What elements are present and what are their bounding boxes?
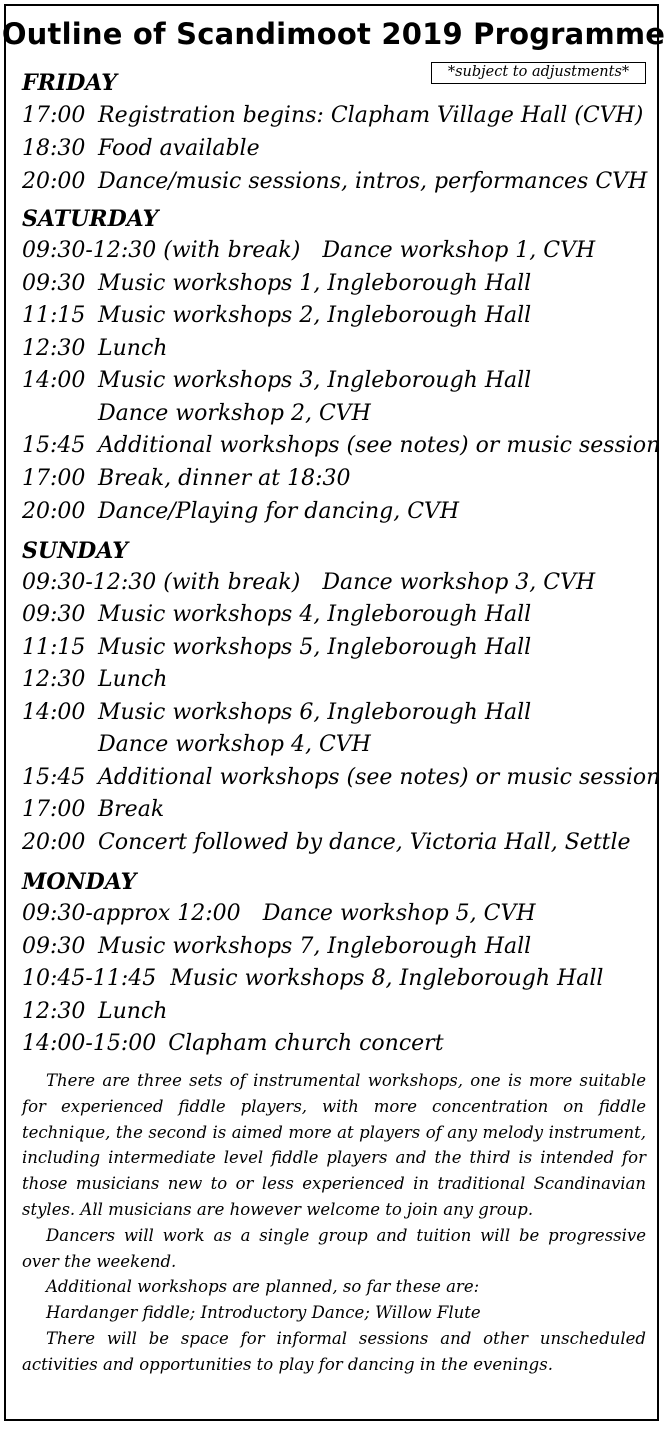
row-text: Registration begins: Clapham Village Hall (CVH): [98, 103, 644, 128]
row-time: 20:00: [22, 169, 86, 194]
schedule-row: [22, 827, 652, 859]
day-heading-sunday: SUNDAY: [22, 538, 128, 564]
row-text: Break, dinner at 18:30: [98, 466, 351, 491]
schedule-row: [22, 365, 652, 397]
row-text: Lunch: [98, 336, 168, 361]
row-time: 09:30-approx 12:00: [22, 901, 241, 926]
row-text: Dance workshop 2, CVH: [98, 401, 371, 426]
note-paragraph: There will be space for informal sessions and other unscheduled activities and opportunities to play for dancing in the evenings.: [22, 1328, 646, 1374]
row-time: 09:30: [22, 602, 86, 627]
row-text: Lunch: [98, 999, 168, 1024]
row-text: Music workshops 1, Ingleborough Hall: [98, 271, 532, 296]
row-text: Additional workshops (see notes) or music session: [98, 433, 661, 458]
day-heading-monday: MONDAY: [22, 869, 137, 895]
row-text: Music workshops 4, Ingleborough Hall: [98, 602, 532, 627]
schedule-row: [22, 430, 661, 462]
row-text: Dance workshop 1, CVH: [322, 238, 596, 263]
row-text: Dance/music sessions, intros, performances CVH: [98, 169, 648, 194]
row-time: 14:00: [22, 368, 86, 393]
row-text: Lunch: [98, 667, 168, 692]
row-text: Break: [98, 797, 165, 822]
row-text: Additional workshops (see notes) or music session: [98, 765, 661, 790]
schedule-row: [22, 697, 652, 729]
note-paragraph: Dancers will work as a single group and tuition will be progressive over the weekend.: [22, 1225, 646, 1271]
row-time: 09:30-12:30 (with break): [22, 570, 301, 595]
adjustments-notice: *subject to adjustments*: [431, 62, 646, 84]
schedule-row: [22, 333, 652, 365]
page-title: Outline of Scandimoot 2019 Programme: [1, 17, 666, 51]
row-time: 18:30: [22, 136, 86, 161]
row-text: Concert followed by dance, Victoria Hall, Settle: [98, 830, 631, 855]
schedule-row: [22, 463, 652, 495]
schedule-row: [22, 963, 652, 995]
note-paragraph: There are three sets of instrumental workshops, one is more suitable for experienced fiddle players, with more concentration on fiddle technique, the second is aimed more at players of any melody instrument, including intermediate level fiddle players and the third is intended for those musicians new to or less experienced in traditional Scandinavian styles. All musicians are however welcome to join any group.: [22, 1071, 646, 1219]
note-paragraph: Additional workshops are planned, so far these are:: [46, 1277, 480, 1297]
schedule-row: [22, 100, 652, 132]
row-text: Music workshops 5, Ingleborough Hall: [98, 635, 532, 660]
row-text: Music workshops 6, Ingleborough Hall: [98, 700, 532, 725]
row-time: 12:30: [22, 336, 86, 361]
row-time: 11:15: [22, 635, 86, 660]
schedule-row: [22, 632, 652, 664]
row-text: Clapham church concert: [168, 1031, 444, 1056]
schedule-row: [22, 166, 652, 198]
day-heading-saturday: SATURDAY: [22, 206, 159, 232]
row-time: 20:00: [22, 499, 86, 524]
row-text: Music workshops 7, Ingleborough Hall: [98, 934, 532, 959]
row-time: 09:30: [22, 271, 86, 296]
row-time: 09:30: [22, 934, 86, 959]
row-time: 14:00-15:00: [22, 1031, 157, 1056]
schedule-row: [22, 496, 652, 528]
row-text: Food available: [98, 136, 260, 161]
day-heading-friday: FRIDAY: [22, 70, 117, 96]
row-text: Dance workshop 3, CVH: [322, 570, 596, 595]
row-text: Dance workshop 4, CVH: [98, 732, 371, 757]
schedule-row: [22, 996, 652, 1028]
note-paragraph: Hardanger fiddle; Introductory Dance; Willow Flute: [46, 1303, 481, 1323]
row-text: Music workshops 8, Ingleborough Hall: [170, 966, 604, 991]
schedule-row: [22, 898, 652, 930]
programme-notes: [22, 1068, 646, 1378]
row-text: Dance workshop 5, CVH: [262, 901, 536, 926]
row-time: 11:15: [22, 303, 86, 328]
schedule-row: [22, 931, 652, 963]
row-time: 20:00: [22, 830, 86, 855]
row-time: 14:00: [22, 700, 86, 725]
row-time: 17:00: [22, 466, 86, 491]
schedule-row: [22, 1028, 652, 1060]
schedule-row: [22, 794, 652, 826]
row-time: 09:30-12:30 (with break): [22, 238, 301, 263]
row-text: Dance/Playing for dancing, CVH: [98, 499, 460, 524]
schedule-row: [22, 398, 652, 430]
row-time: 12:30: [22, 667, 86, 692]
row-time: 15:45: [22, 765, 86, 790]
row-time: 17:00: [22, 797, 86, 822]
schedule-row: [22, 599, 652, 631]
schedule-row: [22, 300, 652, 332]
schedule-row: [22, 567, 652, 599]
schedule-row: [22, 729, 652, 761]
row-time: 10:45-11:45: [22, 966, 157, 991]
schedule-row: [22, 133, 652, 165]
schedule-row: [22, 664, 652, 696]
row-text: Music workshops 2, Ingleborough Hall: [98, 303, 532, 328]
row-time: 15:45: [22, 433, 86, 458]
row-time: 17:00: [22, 103, 86, 128]
row-text: Music workshops 3, Ingleborough Hall: [98, 368, 532, 393]
schedule-row: [22, 235, 652, 267]
schedule-row: [22, 762, 661, 794]
schedule-row: [22, 268, 652, 300]
row-time: 12:30: [22, 999, 86, 1024]
